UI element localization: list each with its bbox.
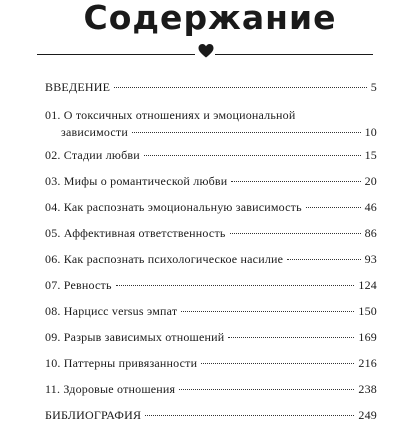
toc-entry-label: 06. Как распознать психологическое насилие (45, 252, 284, 266)
dot-leader (230, 233, 361, 234)
toc-entry-label: 07. Ревность (45, 278, 112, 292)
toc-entry-page: 15 (364, 148, 377, 162)
toc-entry[interactable] (45, 174, 377, 188)
dot-leader (179, 389, 354, 390)
toc-entry[interactable] (45, 382, 377, 396)
divider-line-right (215, 54, 373, 55)
heart-icon (198, 43, 214, 59)
toc-entry-label: 08. Нарцисс versus эмпат (45, 304, 178, 318)
toc-entry-page: 150 (358, 304, 377, 318)
dot-leader (145, 415, 354, 416)
toc-entry[interactable] (45, 80, 377, 94)
toc-entry[interactable] (45, 200, 377, 214)
divider-line-left (37, 54, 195, 55)
toc-entry-label: зависимости (61, 125, 128, 139)
toc-entry-label: 11. Здоровые отношения (45, 382, 176, 396)
toc-entry[interactable] (45, 330, 377, 344)
dot-leader (287, 259, 360, 260)
toc-entry-page: 93 (364, 252, 377, 266)
toc-entry-label: 09. Разрыв зависимых отношений (45, 330, 225, 344)
toc-entry-label: ВВЕДЕНИЕ (45, 80, 111, 94)
toc-entry-label-line1: 01. О токсичных отношениях и эмоциональной (45, 108, 296, 122)
toc-entry-label: 05. Аффективная ответственность (45, 226, 226, 240)
toc-entry-page: 10 (364, 125, 377, 139)
toc-entry[interactable] (45, 356, 377, 370)
dot-leader (231, 181, 360, 182)
toc-entry[interactable] (45, 226, 377, 240)
toc-entry-page: 124 (358, 278, 377, 292)
toc-entry-label: 04. Как распознать эмоциональную зависимость (45, 200, 302, 214)
toc-entry-page: 86 (364, 226, 377, 240)
toc-entry[interactable] (45, 148, 377, 162)
toc-entry-label: 03. Мифы о романтической любви (45, 174, 228, 188)
dot-leader (114, 87, 367, 88)
dot-leader (116, 285, 355, 286)
page-title: Содержание (83, 0, 337, 37)
toc-entry[interactable] (45, 252, 377, 266)
dot-leader (306, 207, 361, 208)
dot-leader (132, 132, 361, 133)
toc-entry-page: 46 (364, 200, 377, 214)
dot-leader (181, 311, 354, 312)
toc-entry-page: 169 (358, 330, 377, 344)
toc-entry[interactable] (45, 304, 377, 318)
toc-entry-page: 249 (358, 408, 377, 422)
toc-entry-page: 5 (370, 80, 377, 94)
dot-leader (228, 337, 354, 338)
toc-entry-label: БИБЛИОГРАФИЯ (45, 408, 142, 422)
toc-entry-page: 20 (364, 174, 377, 188)
dot-leader (201, 363, 354, 364)
toc-entry-page: 216 (358, 356, 377, 370)
toc-entry[interactable] (45, 108, 377, 139)
toc-entry[interactable] (45, 278, 377, 292)
dot-leader (144, 155, 361, 156)
toc-entry-page: 238 (358, 382, 377, 396)
toc-entry-label: 02. Стадии любви (45, 148, 140, 162)
toc-entry-label: 10. Паттерны привязанности (45, 356, 198, 370)
